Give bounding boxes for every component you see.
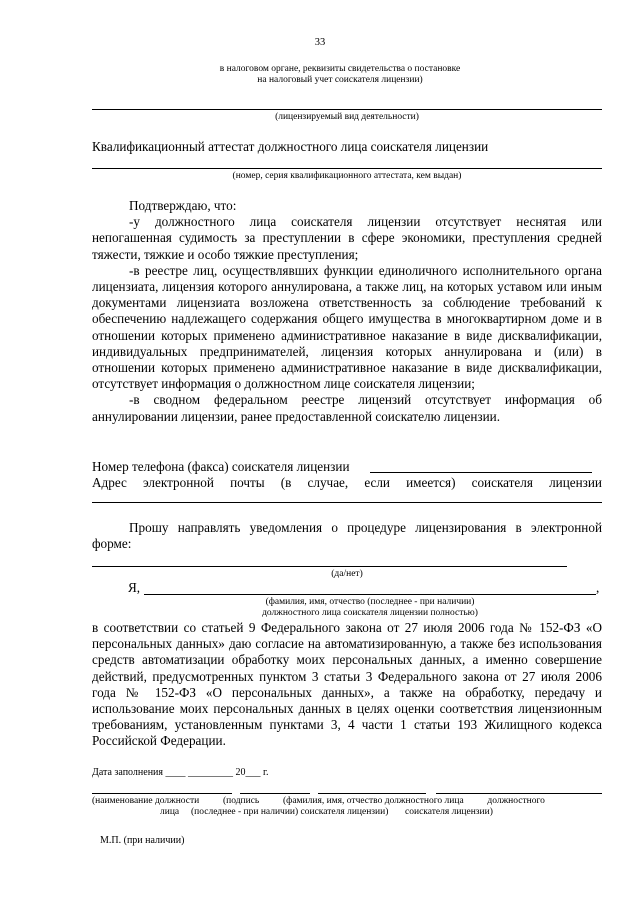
official-sign-line[interactable] (436, 793, 602, 794)
fio-caption-1: (фамилия, имя, отчество (последнее - при наличии) (265, 597, 475, 607)
header-line-2: на налоговый учет соискателя лицензии) (257, 75, 423, 85)
confirmation-block (92, 198, 602, 425)
ya-comma: , (596, 580, 600, 595)
header-line-1: в налоговом органе, реквизиты свидетельства о постановке (219, 64, 461, 74)
confirm-item-1: -у должностного лица соискателя лицензии отсутствует неснятая или непогашенная судимость за преступлении в сфере экономики, преступления средней тяжести, тяжкие и особо тяжкие преступления; (92, 214, 602, 262)
cert-title: Квалификационный аттестат должностного лица соискателя лицензии (92, 139, 489, 154)
activity-caption: (лицензируемый вид деятельности) (275, 112, 419, 122)
confirm-item-3: -в сводном федеральном реестре лицензий отсутствует информация об аннулировании лицензии, ранее предоставленной соискателю лицензии. (92, 392, 602, 424)
yesno-caption: (да/нет) (331, 569, 363, 579)
confirm-item-2: -в реестре лиц, осуществлявших функции единоличного исполнительного органа лицензиата, лицензия которого аннулирована, а также лиц, на которых уставом или иным документами лицензиата возложена ответственность за соблюдение требований к обеспечению надлежащего содержания общего имущества в многоквартирном доме и в отношении которых применено административное наказание в виде дисквалификации, индивидуальных предпринимателей, лицензия которых аннулирована и (или) в отношении которых применено административное наказание в виде дисквалификации, отсутствует информация о должностном лице соискателя лицензии; (92, 262, 602, 392)
page-number: 33 (314, 37, 326, 48)
confirm-intro: Подтверждаю, что: (129, 198, 237, 213)
cert-field-line[interactable] (92, 168, 602, 169)
stamp-label: М.П. (при наличии) (100, 835, 185, 846)
consent-text: в соответствии со статьей 9 Федерального закона от 27 июля 2006 года № 152-ФЗ «О персональных данных» даю согласие на автоматизированную, а также без использования средств автоматизации обработку моих персональных данных, а именно совершение действий, предусмотренных пунктом 3 статьи 3 Федерального закона от 27 июля 2006 года № 152-ФЗ «О персональных данных», а также на обработку, передачу и использование моих персональных данных в целях оценки соответствия лицензионным требованиям, установленным пунктами 3, 4 части 1 статьи 193 Жилищного кодекса Российской Федерации. (92, 620, 602, 749)
signature-line[interactable] (240, 793, 310, 794)
fio-caption-2: должностного лица соискателя лицензии полностью) (262, 608, 478, 618)
request-text: Прошу направлять уведомления о процедуре лицензирования в электронной форме: (92, 520, 602, 552)
ya-label: Я, (128, 580, 141, 595)
position-sign-line[interactable] (92, 793, 232, 794)
fio-sign-line[interactable] (318, 793, 426, 794)
signature-caption-2: лица (последнее - при наличии) соискателя лицензии) соискателя лицензии) (160, 807, 493, 817)
phone-label: Номер телефона (факса) соискателя лицензии (92, 459, 350, 474)
yesno-field-line[interactable] (92, 566, 567, 567)
date-label: Дата заполнения ____ _________ 20___ г. (92, 767, 269, 778)
signature-caption-1: (наименование должности (подпись (фамилия, имя, отчество должностного лица должностного (92, 796, 545, 806)
phone-field-line[interactable] (370, 472, 592, 473)
fio-field-line[interactable] (144, 594, 596, 595)
email-field-line[interactable] (92, 502, 602, 503)
activity-field-line[interactable] (92, 109, 602, 110)
cert-caption: (номер, серия квалификационного аттестата, кем выдан) (232, 171, 462, 181)
email-label: Адрес электронной почты (в случае, если имеется) соискателя лицензии (92, 475, 602, 490)
